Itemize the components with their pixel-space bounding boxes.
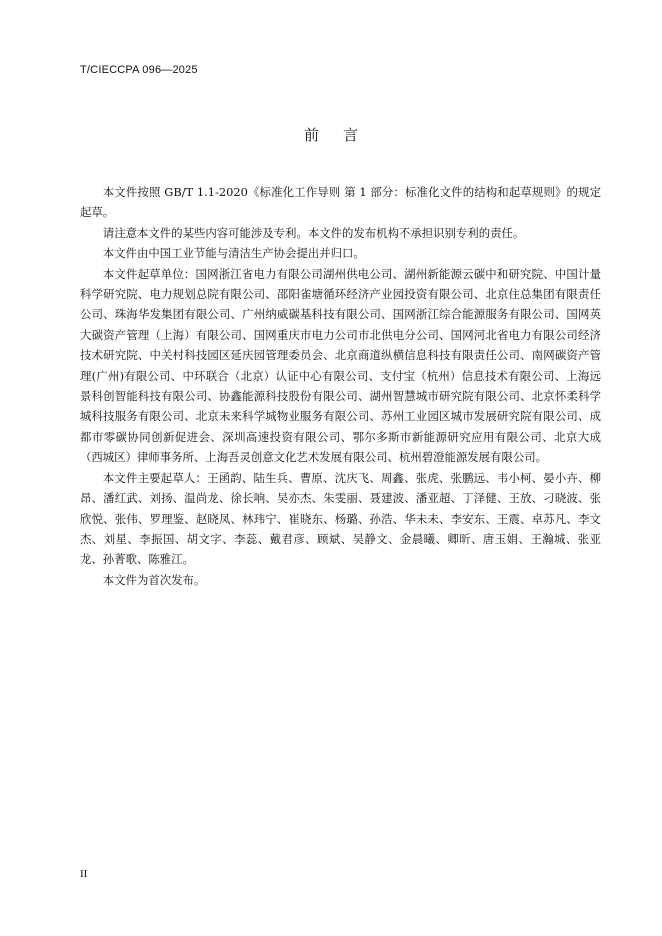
- page-title: 前言: [303, 126, 382, 144]
- foreword-body: [80, 182, 601, 590]
- document-code: T/CIECCPA 096—2025: [80, 64, 198, 76]
- paragraph-first-release: 本文件为首次发布。: [102, 572, 206, 587]
- paragraph-drafters: 本文件主要起草人：王函韵、陆生兵、曹原、沈庆飞、周鑫、张虎、张鹏远、韦小柯、晏小卉、柳昂、潘红武、刘扬、温尚龙、徐长响、吴亦杰、朱雯丽、聂建波、潘亚超、丁泽健、王放、刁晓波、张欣悦、张伟、罗理鉴、赵晓凤、林玮宁、崔晓东、杨璐、孙浩、华未未、李安东、王震、卓苏凡、李文杰、刘星、李振国、胡文字、李蕊、戴君彦、顾斌、吴静文、金晨曦、卿昕、唐玉娟、王瀚城、张亚龙、孙菁歌、陈雅江。: [80, 470, 601, 567]
- page-number: II: [80, 868, 88, 880]
- paragraph-patent-notice: 请注意本文件的某些内容可能涉及专利。本文件的发布机构不承担识别专利的责任。: [102, 225, 525, 240]
- paragraph-drafting-units: 本文件起草单位：国网浙江省电力有限公司湖州供电公司、湖州新能源云碳中和研究院、中国计量科学研究院、电力规划总院有限公司、邵阳雀塘循环经济产业园投资有限公司、北京住总集团有限责任公司、珠海华发集团有限公司、广州纳威碳基科技有限公司、国网浙江综合能源服务有限公司、国网英大碳资产管理（上海）有限公司、国网重庆市电力公司市北供电分公司、国网河北省电力有限公司经济技术研究院、中关村科技园区延庆园管理委员会、北京商道纵横信息科技有限责任公司、南网碳资产管理(广州)有限公司、中环联合（北京）认证中心有限公司、支付宝（杭州）信息技术有限公司、上海远景科创智能科技有限公司、协鑫能源科技股份有限公司、湖州智慧城市研究院有限公司、北京怀柔科学城科技服务有限公司、北京未来科学城物业服务有限公司、苏州工业园区城市发展研究院有限公司、成都市零碳协同创新促进会、深圳高速投资有限公司、鄂尔多斯市新能源研究应用有限公司、北京大成（西城区）律师事务所、上海吾灵创意文化艺术发展有限公司、杭州碧澄能源发展有限公司。: [80, 266, 601, 465]
- paragraph-proposer: 本文件由中国工业节能与清洁生产协会提出并归口。: [102, 246, 365, 261]
- paragraph-drafting-rules: 本文件按照 GB/T 1.1-2020《标准化工作导则 第 1 部分：标准化文件的结构和起草规则》的规定起草。: [80, 185, 601, 220]
